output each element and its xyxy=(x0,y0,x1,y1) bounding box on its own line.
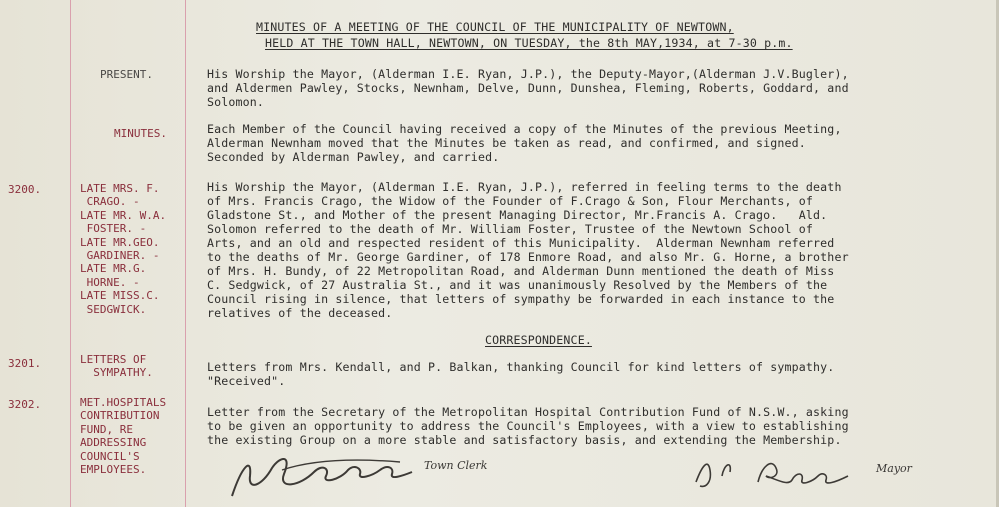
margin-rule-left xyxy=(70,0,71,507)
item-3200-line-4: Solomon referred to the death of Mr. William Foster, Trustee of the Newtown School of xyxy=(207,222,814,236)
margin-rule-right xyxy=(185,0,186,507)
item-3200-line-3: Gladstone St., and Mother of the present Managing Director, Mr.Francis A. Crago. Ald. xyxy=(207,208,828,222)
side-heading-3200: LATE MRS. F. CRAGO. - LATE MR. W.A. FOSTER. - LATE MR.GEO. GARDINER. - LATE MR.G. HORNE. - LATE MISS.C. SEDGWICK. xyxy=(80,182,167,316)
item-3200-line-1: His Worship the Mayor, (Alderman I.E. Ryan, J.P.), referred in feeling terms to the death xyxy=(207,180,842,194)
item-number-3200: 3200. xyxy=(8,183,42,196)
item-3201-line-2: "Received". xyxy=(207,374,286,388)
side-heading-minutes: MINUTES. xyxy=(114,127,167,140)
minutes-line-1: Each Member of the Council having received a copy of the Minutes of the previous Meeting, xyxy=(207,122,842,136)
side-heading-present: PRESENT. xyxy=(100,68,153,81)
item-3200-line-7: of Mrs. H. Bundy, of 22 Metropolitan Road, and Alderman Dunn mentioned the death of Miss xyxy=(207,264,835,278)
item-number-3201: 3201. xyxy=(8,357,42,370)
item-3200-line-6: to the deaths of Mr. George Gardiner, of 178 Enmore Road, and also Mr. G. Horne, a brother xyxy=(207,250,849,264)
town-clerk-label: Town Clerk xyxy=(424,459,488,472)
item-3200-line-5: Arts, and an old and respected resident of this Municipality. Alderman Newnham referred xyxy=(207,236,835,250)
town-clerk-signature xyxy=(222,446,422,504)
mayor-signature xyxy=(688,446,858,496)
side-heading-3202: MET.HOSPITALS CONTRIBUTION FUND, RE ADDRESSING COUNCIL'S EMPLOYEES. xyxy=(80,396,167,477)
mayor-label: Mayor xyxy=(876,462,912,475)
minutes-line-2: Alderman Newnham moved that the Minutes be taken as read, and confirmed, and signed. xyxy=(207,136,806,150)
present-line-2: and Aldermen Pawley, Stocks, Newnham, Delve, Dunn, Dunshea, Fleming, Roberts, Goddard, and xyxy=(207,81,849,95)
item-3202-line-3: the existing Group on a more stable and satisfactory basis, and extending the Membership. xyxy=(207,433,842,447)
item-3202-line-2: to be given an opportunity to address the Council's Employees, with a view to establishing xyxy=(207,419,849,433)
minutes-title: MINUTES OF A MEETING OF THE COUNCIL OF THE MUNICIPALITY OF NEWTOWN, xyxy=(256,20,734,34)
item-3200-line-9: Council rising in silence, that letters of sympathy be forwarded in each instance to the xyxy=(207,292,835,306)
correspondence-heading: CORRESPONDENCE. xyxy=(485,333,592,347)
item-number-3202: 3202. xyxy=(8,398,42,411)
item-3200-line-10: relatives of the deceased. xyxy=(207,306,393,320)
minutes-line-3: Seconded by Alderman Pawley, and carried. xyxy=(207,150,500,164)
item-3200-line-8: C. Sedgwick, of 27 Australia St., and it was unanimously Resolved by the Members of the xyxy=(207,278,828,292)
present-line-3: Solomon. xyxy=(207,95,265,109)
item-3200-line-2: of Mrs. Francis Crago, the Widow of the Founder of F.Crago & Son, Flour Merchants, of xyxy=(207,194,814,208)
present-line-1: His Worship the Mayor, (Alderman I.E. Ryan, J.P.), the Deputy-Mayor,(Alderman J.V.Bugler), xyxy=(207,67,849,81)
item-3201-line-1: Letters from Mrs. Kendall, and P. Balkan, thanking Council for kind letters of sympathy. xyxy=(207,360,835,374)
item-3202-line-1: Letter from the Secretary of the Metropolitan Hospital Contribution Fund of N.S.W., asking xyxy=(207,405,849,419)
minutes-subtitle: HELD AT THE TOWN HALL, NEWTOWN, ON TUESDAY, the 8th MAY,1934, at 7-30 p.m. xyxy=(265,36,793,50)
side-heading-3201: LETTERS OF SYMPATHY. xyxy=(80,353,153,380)
